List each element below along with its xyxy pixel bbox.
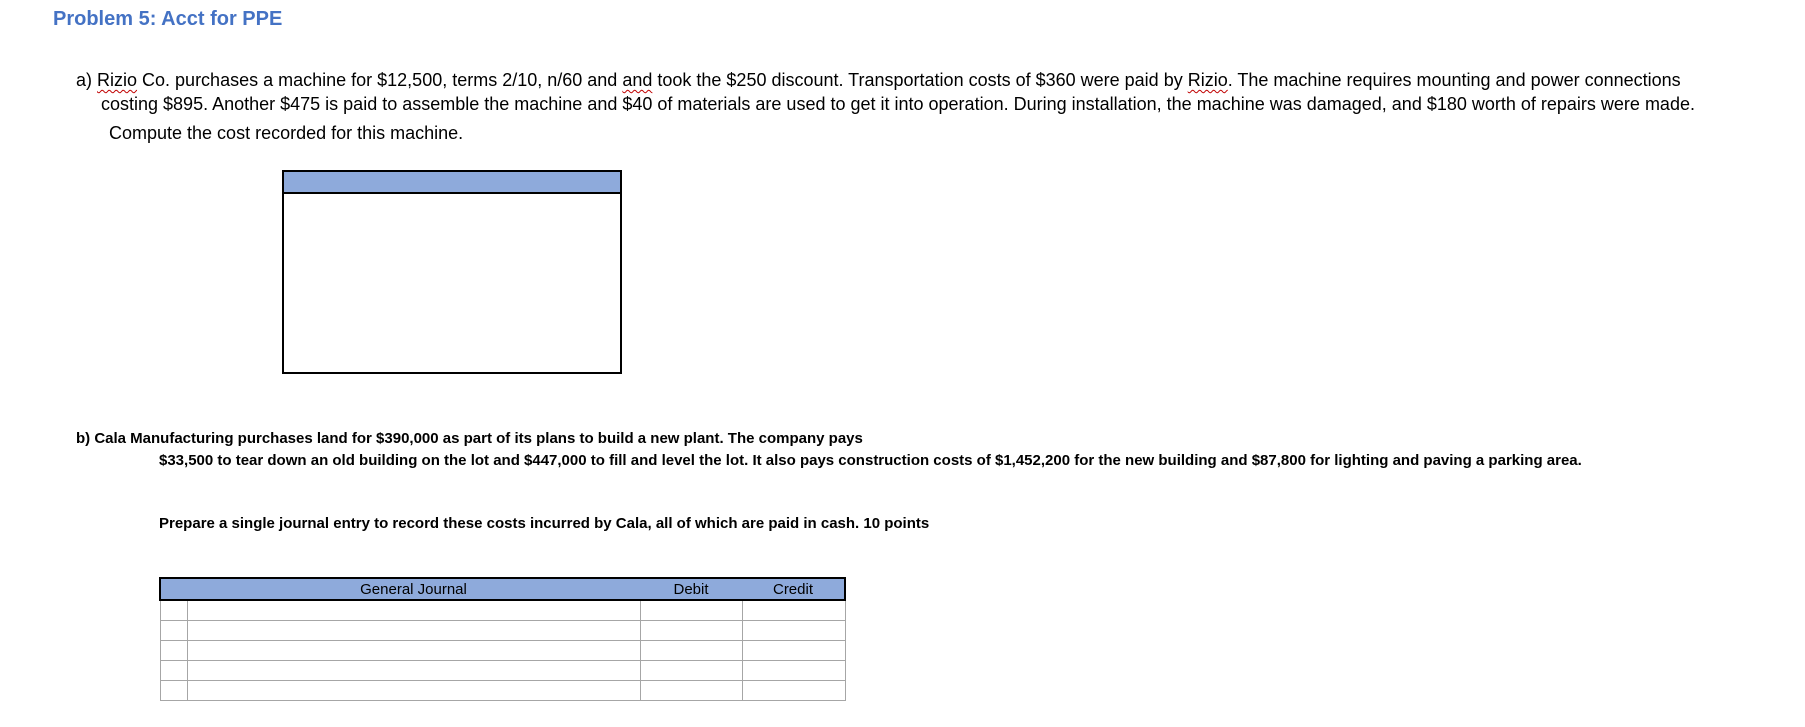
journal-cell-account[interactable] [187, 600, 640, 621]
journal-cell-date[interactable] [160, 621, 187, 641]
journal-cell-account[interactable] [187, 681, 640, 701]
journal-row [160, 621, 845, 641]
page-title: Problem 5: Acct for PPE [53, 8, 283, 30]
journal-row [160, 600, 845, 621]
spellcheck-word-and: and [622, 70, 653, 90]
journal-cell-credit[interactable] [742, 681, 845, 701]
journal-cell-debit[interactable] [640, 600, 742, 621]
journal-cell-account[interactable] [187, 661, 640, 681]
journal-cell-debit[interactable] [640, 681, 742, 701]
part-a-line-1 [76, 68, 1796, 92]
answer-box-header [284, 172, 620, 194]
journal-cell-debit[interactable] [640, 661, 742, 681]
general-journal-table [159, 577, 846, 701]
journal-cell-credit[interactable] [742, 600, 845, 621]
journal-row [160, 661, 845, 681]
journal-cell-debit[interactable] [640, 641, 742, 661]
journal-cell-credit[interactable] [742, 621, 845, 641]
part-a-text-2: took the $250 discount. Transportation costs of $360 were paid by [652, 70, 1188, 90]
spellcheck-word-rizio-2: Rizio [1187, 70, 1228, 90]
journal-row [160, 641, 845, 661]
part-a-prefix: a) [76, 70, 98, 90]
journal-header-credit: Credit [742, 578, 845, 600]
journal-cell-credit[interactable] [742, 661, 845, 681]
journal-cell-credit[interactable] [742, 641, 845, 661]
part-b-line-2: $33,500 to tear down an old building on the lot and $447,000 to fill and level the lot. It also pays construction costs of $1,452,200 for the new building and $87,800 for lighting and paving a parking area. [159, 452, 1582, 469]
journal-cell-date[interactable] [160, 681, 187, 701]
part-a-text-1: Co. purchases a machine for $12,500, terms 2/10, n/60 and [137, 70, 623, 90]
part-b-line-1: b) Cala Manufacturing purchases land for $390,000 as part of its plans to build a new plant. The company pays [76, 430, 863, 447]
journal-cell-date[interactable] [160, 600, 187, 621]
spellcheck-word-rizio: Rizio [97, 70, 138, 90]
part-a-text-3: . The machine requires mounting and power connections [1227, 70, 1681, 90]
part-a-instruction: Compute the cost recorded for this machine. [109, 123, 464, 143]
journal-cell-date[interactable] [160, 641, 187, 661]
part-a-question [76, 68, 1796, 145]
part-a-line-2: costing $895. Another $475 is paid to assemble the machine and $40 of materials are used to get it into operation. During installation, the machine was damaged, and $180 worth of repairs were made. [101, 94, 1695, 114]
part-b-question [76, 428, 1582, 472]
part-a-answer-box[interactable] [282, 170, 622, 374]
journal-cell-debit[interactable] [640, 621, 742, 641]
part-b-instruction: Prepare a single journal entry to record these costs incurred by Cala, all of which are paid in cash. 10 points [159, 515, 930, 532]
journal-header-blank [160, 578, 187, 600]
journal-row [160, 681, 845, 701]
journal-cell-account[interactable] [187, 621, 640, 641]
journal-header-general-journal: General Journal [187, 578, 640, 600]
journal-cell-date[interactable] [160, 661, 187, 681]
journal-header-debit: Debit [640, 578, 742, 600]
journal-cell-account[interactable] [187, 641, 640, 661]
journal-header-row [160, 578, 845, 600]
